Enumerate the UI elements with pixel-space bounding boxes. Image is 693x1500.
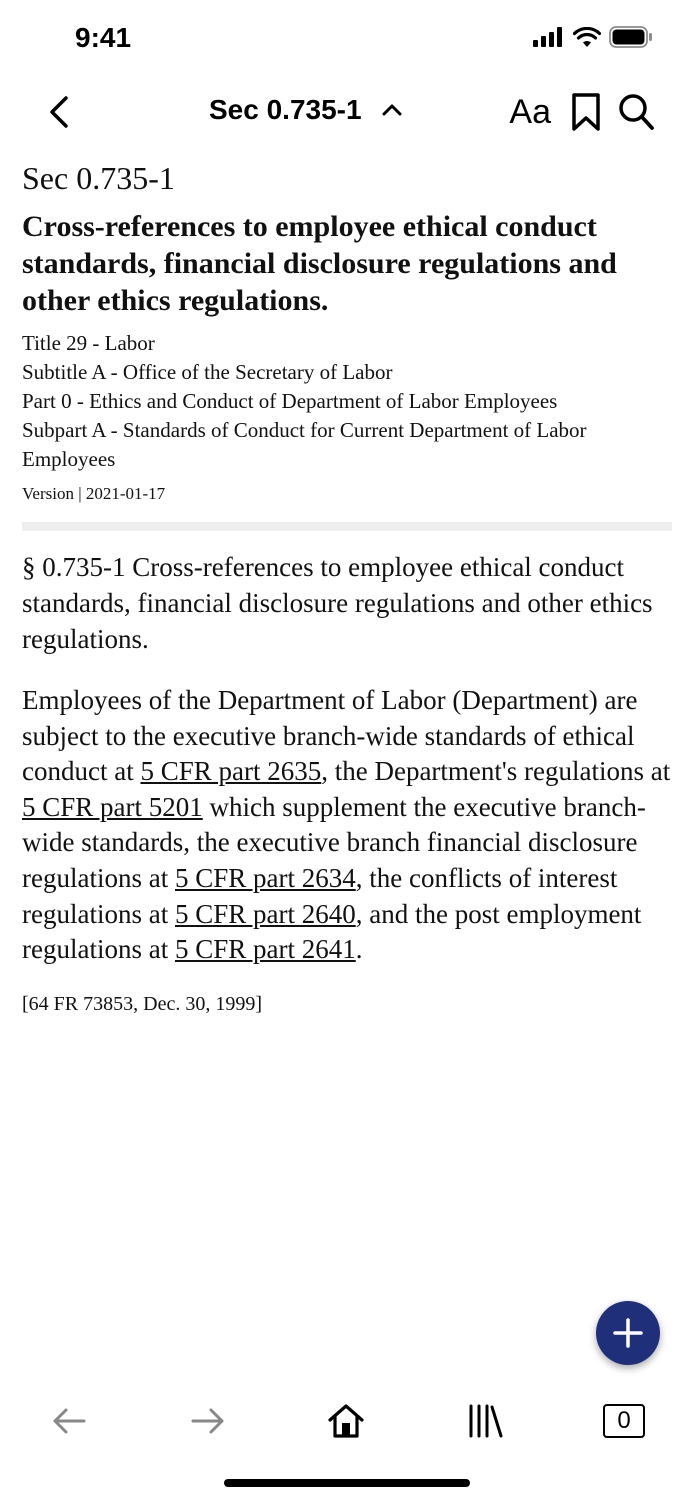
plus-icon — [612, 1317, 644, 1349]
document-content — [22, 158, 672, 1018]
body-text: Employees of the Department of Labor (Department) are subject to the executive branch-wide standards of ethical conduct at — [22, 685, 638, 787]
history-back-button[interactable] — [50, 1401, 88, 1441]
tabs-count: 0 — [603, 1404, 645, 1438]
cfr-link-2635[interactable]: 5 CFR part 2635 — [140, 756, 322, 787]
subpart-line: Subpart A - Standards of Conduct for Current Department of Labor Employees — [22, 418, 587, 471]
body-text: . — [355, 934, 363, 965]
section-title: § 0.735-1 Cross-references to employee ethical conduct standards, financial disclosure regulations and other ethics regulations. — [22, 552, 653, 654]
part-line: Part 0 - Ethics and Conduct of Department of Labor Employees — [22, 389, 558, 413]
body-text: , the Department's regulations at — [321, 756, 671, 787]
section-selector[interactable] — [209, 94, 402, 126]
subtitle-line: Subtitle A - Office of the Secretary of Labor — [22, 360, 393, 384]
body-paragraph — [22, 683, 672, 968]
citation: [64 FR 73853, Dec. 30, 1999] — [22, 992, 262, 1015]
body-text: , and the post employment regulations at — [22, 898, 642, 965]
back-chevron-icon[interactable] — [44, 94, 76, 130]
body-text: , the conflicts of interest regulations at — [22, 862, 618, 929]
status-icons — [533, 26, 653, 48]
battery-icon — [609, 26, 653, 48]
cfr-link-5201[interactable]: 5 CFR part 5201 — [22, 791, 203, 822]
nav-bar — [0, 80, 693, 144]
home-icon — [327, 1402, 365, 1440]
cfr-link-2634[interactable]: 5 CFR part 2634 — [174, 862, 356, 893]
status-bar — [0, 0, 693, 80]
cfr-link-2640[interactable]: 5 CFR part 2640 — [174, 898, 356, 929]
body-text: which supplement the executive branch-wide standards, the executive branch financial disclosure regulations at — [22, 791, 646, 893]
nav-actions — [509, 92, 655, 132]
add-button[interactable] — [596, 1301, 660, 1365]
library-button[interactable] — [465, 1401, 505, 1441]
version-label: Version | 2021-01-17 — [22, 484, 166, 503]
search-icon[interactable] — [617, 92, 655, 132]
section-label: Sec 0.735-1 — [22, 160, 175, 196]
tabs-button[interactable] — [602, 1401, 646, 1441]
home-button[interactable] — [326, 1401, 366, 1441]
cfr-link-2641[interactable]: 5 CFR part 2641 — [174, 934, 356, 965]
bottom-toolbar — [0, 1385, 693, 1457]
bookmark-icon[interactable] — [569, 92, 603, 132]
arrow-right-icon — [190, 1406, 226, 1436]
divider — [22, 522, 672, 531]
library-icon — [466, 1403, 504, 1439]
wifi-icon — [573, 27, 601, 48]
arrow-left-icon — [51, 1406, 87, 1436]
section-heading: Cross-references to employee ethical conduct standards, financial disclosure regulations and other ethics regulations. — [22, 210, 617, 317]
history-forward-button[interactable] — [189, 1401, 227, 1441]
nav-title: Sec 0.735-1 — [209, 94, 362, 125]
status-time: 9:41 — [75, 22, 132, 53]
cellular-signal-icon — [533, 27, 565, 47]
title-line: Title 29 - Labor — [22, 331, 155, 355]
home-indicator — [224, 1479, 470, 1487]
chevron-up-icon — [382, 103, 402, 117]
font-size-button[interactable]: Aa — [509, 92, 551, 131]
